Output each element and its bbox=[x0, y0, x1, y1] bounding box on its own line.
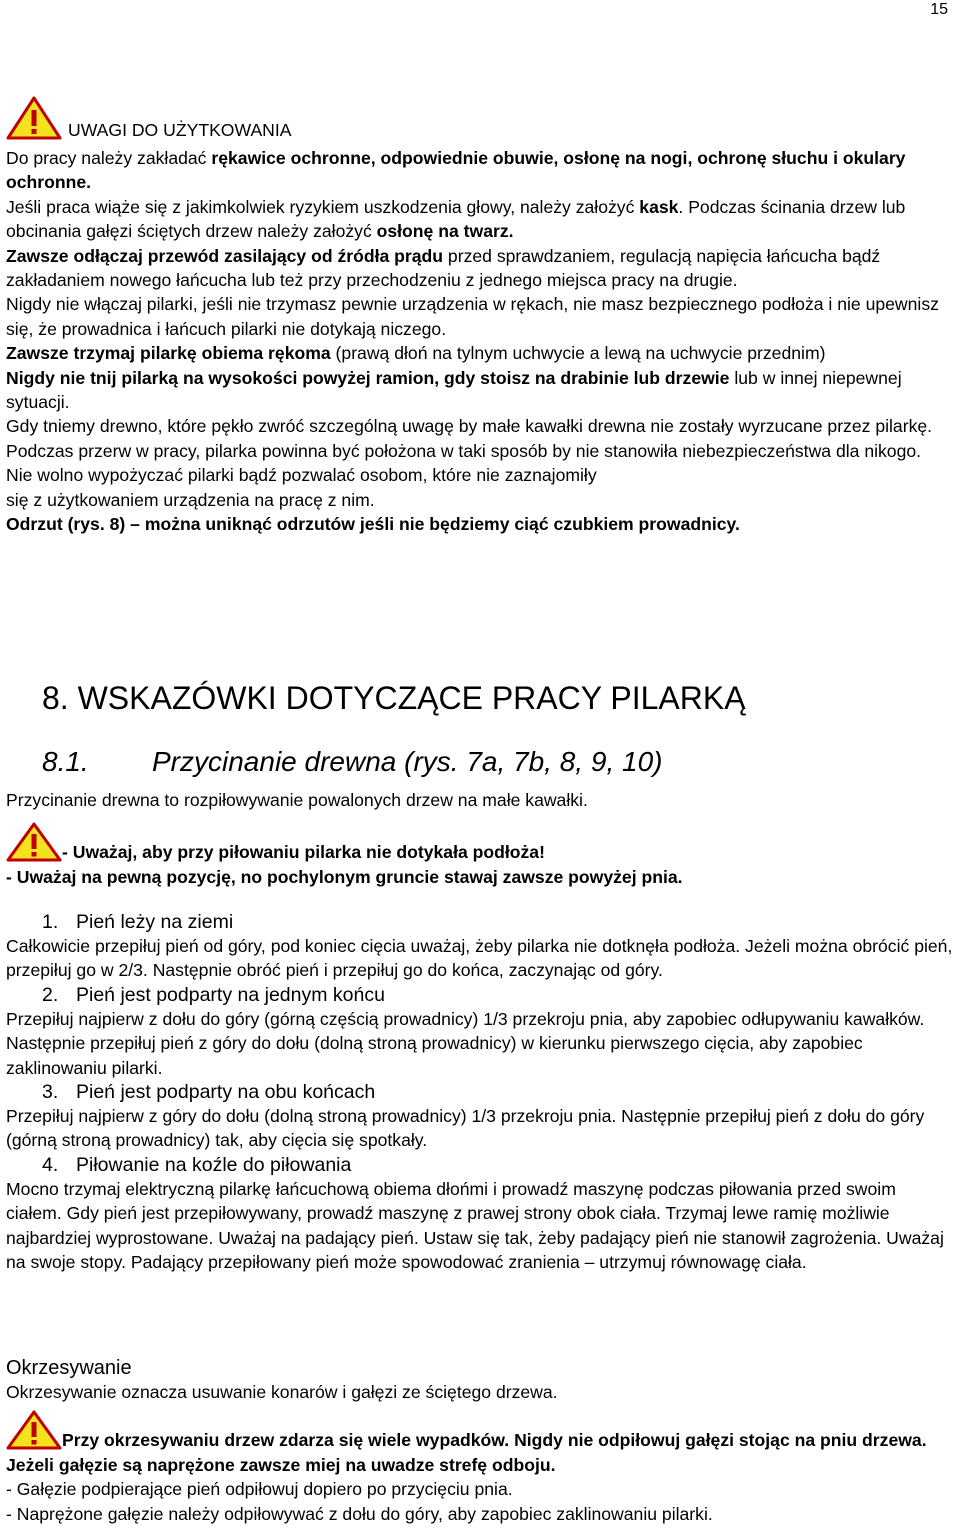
warning-triangle-icon bbox=[6, 822, 62, 862]
paragraph: Do pracy należy zakładać rękawice ochronne, odpowiednie obuwie, osłonę na nogi, ochronę słuchu i okulary ochronne. bbox=[6, 148, 906, 193]
warning-line: Przy okrzesywaniu drzew zdarza się wiele wypadków. Nigdy nie odpiłowuj gałęzi stojąc na pniu drzewa. Jeżeli gałęzie są naprężone zawsze miej na uwadze strefę odboju. bbox=[6, 1410, 954, 1477]
page-number: 15 bbox=[930, 1, 948, 18]
paragraph: Nie wolno wypożyczać pilarki bądź pozwalać osobom, które nie zaznajomiły bbox=[6, 465, 597, 486]
paragraph: Podczas przerw w pracy, pilarka powinna być położona w taki sposób by nie stanowiła niebezpieczeństwa dla nikogo. bbox=[6, 440, 922, 461]
warning-line: - Uważaj, aby przy piłowaniu pilarka nie dotykała podłoża! bbox=[6, 822, 954, 864]
warning-triangle-icon bbox=[6, 96, 62, 140]
cutting-cases bbox=[6, 910, 954, 1274]
item-heading: 2. Pień jest podparty na jednym końcu bbox=[42, 983, 385, 1006]
paragraph: Odrzut (rys. 8) – można uniknąć odrzutów jeśli nie będziemy ciąć czubkiem prowadnicy. bbox=[6, 514, 740, 535]
item-text: Przepiłuj najpierw z dołu do góry (górną częścią prowadnicy) 1/3 przekroju pnia, aby zapobiec odłupywaniu kawałków. Następnie przepiłuj pień z góry do dołu (dolną stroną prowadnicy) w kierunku pierwszego cięcia, aby zapobiec zaklinowaniu pilarki. bbox=[6, 1008, 925, 1078]
paragraph: Okrzesywanie oznacza usuwanie konarów i gałęzi ze ściętego drzewa. bbox=[6, 1382, 558, 1402]
item-text: Przepiłuj najpierw z góry do dołu (dolną stroną prowadnicy) 1/3 przekroju pnia. Następnie przepiłuj pień z dołu do góry (górną stroną prowadnicy) tak, aby cięcia się spotkały. bbox=[6, 1106, 925, 1151]
item-heading: 3. Pień jest podparty na obu końcach bbox=[42, 1081, 376, 1104]
delimbing-title: Okrzesywanie bbox=[6, 1357, 132, 1379]
paragraph: Nigdy nie tnij pilarką na wysokości powyżej ramion, gdy stoisz na drabinie lub drzewie lub w innej niepewnej sytuacji. bbox=[6, 367, 902, 413]
paragraph: się z użytkowaniem urządzenia na pracę z nim. bbox=[6, 489, 375, 510]
paragraph: Przycinanie drewna to rozpiłowywanie powalonych drzew na małe kawałki. bbox=[6, 790, 588, 810]
item-text: Mocno trzymaj elektryczną pilarkę łańcuchową obiema dłońmi i prowadź maszynę podczas piłowania przed swoim ciałem. Gdy pień jest przepiłowywany, prowadź maszynę z prawej strony obok ciała. Trzymaj lewe ramię możliwie najbardziej wyprostowane. Uważaj na padający pień. Ustaw się tak, żeby padający pień nie stanowił zagrożenia. Uważaj na swoje stopy. Padający przepiłowany pień może spowodować zranienia – utrzymuj równowagę ciała. bbox=[6, 1178, 944, 1273]
list-item: - Naprężone gałęzie należy odpiłowywać z dołu do góry, aby zapobiec zaklinowaniu pilarki. bbox=[6, 1503, 713, 1524]
item-heading: 4. Piłowanie na koźle do piłowania bbox=[42, 1153, 352, 1176]
paragraph: Zawsze odłączaj przewód zasilający od źródła prądu przed sprawdzaniem, regulacją napięcia łańcucha bądź zakładaniem nowego łańcucha lub też przy przechodzeniu z jednego miejsca pracy na drugie. bbox=[6, 245, 881, 291]
paragraph: Nigdy nie włączaj pilarki, jeśli nie trzymasz pewnie urządzenia w rękach, nie masz bezpiecznego podłoża i nie upewnisz się, że prowadnica i łańcuch pilarki nie dotykają niczego. bbox=[6, 294, 939, 339]
paragraph: Jeśli praca wiąże się z jakimkolwiek ryzykiem uszkodzenia głowy, należy założyć kask. Podczas ścinania drzew lub obcinania gałęzi ściętych drzew należy założyć osłonę na twarz. bbox=[6, 196, 906, 242]
paragraph: Zawsze trzymaj pilarkę obiema rękoma (prawą dłoń na tylnym uchwycie a lewą na uchwycie przednim) bbox=[6, 343, 826, 364]
delimbing-section bbox=[6, 1356, 954, 1526]
warnings-title: UWAGI DO UŻYTKOWANIA bbox=[68, 120, 292, 140]
warning-line: - Uważaj na pewną pozycję, no pochylonym gruncie stawaj zawsze powyżej pnia. bbox=[6, 866, 683, 887]
usage-warnings bbox=[6, 96, 954, 537]
subsection-title: 8.1. Przycinanie drewna (rys. 7a, 7b, 8, 9, 10) bbox=[42, 746, 663, 777]
section-body bbox=[6, 788, 954, 889]
paragraph: Gdy tniemy drewno, które pękło zwróć szczególną uwagę by małe kawałki drewna nie zostały wyrzucane przez pilarkę. bbox=[6, 416, 933, 437]
list-item: - Gałęzie podpierające pień odpiłowuj dopiero po przycięciu pnia. bbox=[6, 1479, 513, 1500]
warning-triangle-icon bbox=[6, 1410, 62, 1450]
section-title: 8. WSKAZÓWKI DOTYCZĄCE PRACY PILARKĄ bbox=[42, 680, 746, 716]
item-text: Całkowicie przepiłuj pień od góry, pod koniec cięcia uważaj, żeby pilarka nie dotknęła podłoża. Jeżeli można obrócić pień, przepiłuj go w 2/3. Następnie obróć pień i przepiłuj go do końca, zaczynając od góry. bbox=[6, 936, 953, 981]
item-heading: 1. Pień leży na ziemi bbox=[42, 911, 234, 933]
